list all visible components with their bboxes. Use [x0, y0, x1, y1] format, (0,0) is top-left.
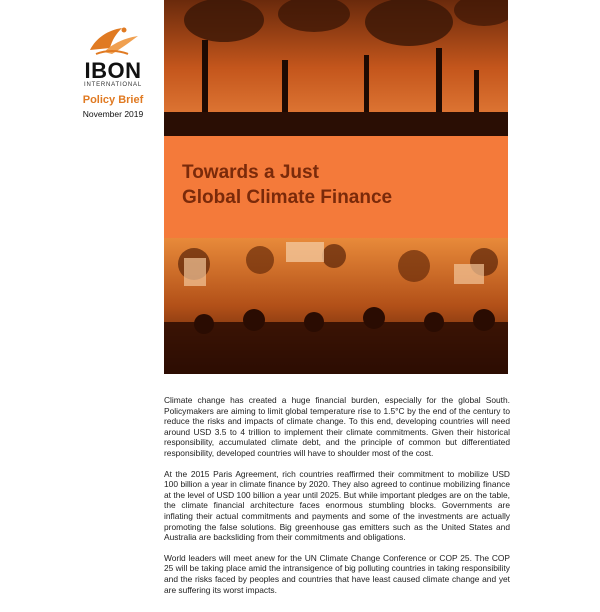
- title-banner: [164, 136, 508, 238]
- publication-date: November 2019: [82, 109, 144, 119]
- paragraph-2: At the 2015 Paris Agreement, rich countries reaffirmed their commitment to mobilize USD 100 billion a year in climate finance by 2020. They also agreed to continue mobilizing finance at the level of USD 100 billion a year until 2025. But while important pledges are on the table, the climate financial architecture faces enormous stumbling blocks. Governments are inflating their actual commitments and payments and some of the investments are actually promoting the false solutions. Big greenhouse gas emitters such as the United States and Australia are backsliding from their commitments and obligations.: [164, 468, 510, 543]
- paragraph-3: World leaders will meet anew for the UN Climate Change Conference or COP 25. The COP 25 will be taking place amid the intransigence of big polluting countries in taking responsibility and the risks faced by peoples and countries that have least caused climate change and yet are suffering its worst impacts.: [164, 552, 510, 595]
- cover-hero: [164, 0, 508, 374]
- paragraph-1: Climate change has created a huge financial burden, especially for the global South. Policymakers are aiming to limit global temperature rise to 1.5°C by the end of the century to reduce the risks and impacts of climate change. To this end, developing countries will need around USD 3.5 to 4 trillion to implement their climate commitments. Given their historical responsibility, accumulated climate debt, and the principle of common but differentiated responsibility, developed countries will have to shoulder most of the cost.: [164, 395, 510, 458]
- doc-type-label: Policy Brief: [82, 94, 144, 106]
- document-title: [182, 160, 492, 210]
- title-line-2: Global Climate Finance: [182, 187, 393, 208]
- smokestacks-image: [164, 0, 508, 136]
- org-subtitle: INTERNATIONAL: [84, 82, 142, 88]
- title-line-1: Towards a Just: [182, 162, 319, 183]
- org-name: IBON: [84, 58, 142, 83]
- sidebar: [0, 0, 164, 612]
- body-text: [164, 395, 510, 605]
- protest-image: [164, 238, 508, 374]
- dove-logo-icon: [82, 20, 142, 60]
